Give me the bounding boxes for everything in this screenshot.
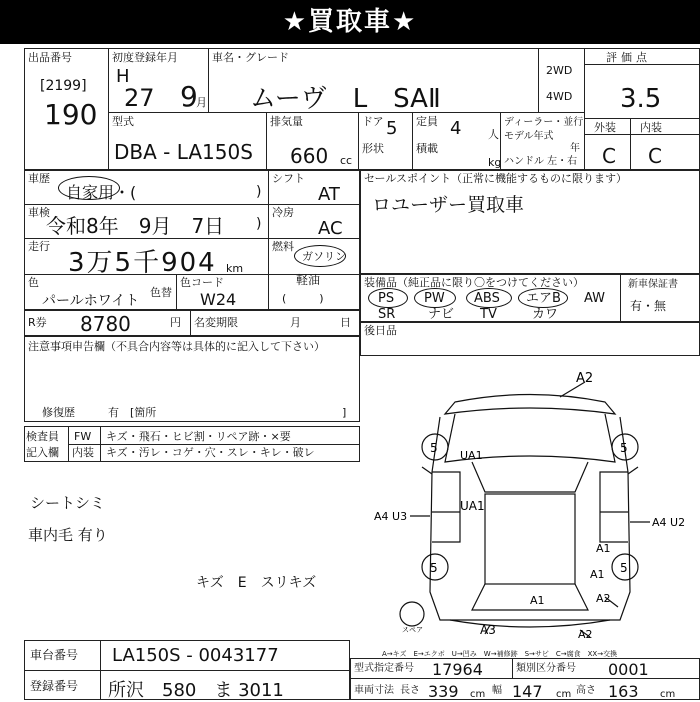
name-change-day: 日 — [340, 316, 351, 329]
fuel-label: 燃料 — [272, 240, 294, 253]
new-warranty-value: 有・無 — [630, 299, 667, 313]
equip-tv: TV — [480, 307, 497, 322]
equip-ps: PS — [378, 291, 395, 306]
abs-circle — [466, 288, 512, 308]
recycle-label: R券 — [28, 316, 47, 329]
equip-leather: カワ — [532, 307, 559, 322]
remark-line1: シートシミ — [30, 494, 106, 512]
registration-month-unit: 月 — [196, 96, 207, 109]
inspector-row2: キズ・汚レ・コゲ・穴・スレ・キレ・破レ — [106, 446, 315, 459]
sales-point-block — [360, 170, 700, 274]
new-warranty-label: 新車保証書 — [628, 279, 678, 290]
color-label: 色 — [28, 276, 39, 289]
height-label: 高さ — [576, 685, 596, 696]
ac-value: AC — [318, 218, 343, 239]
mark-bumper: A3 — [480, 623, 496, 637]
displacement-label: 排気量 — [270, 115, 303, 128]
displacement-value: 660 — [290, 144, 329, 168]
interior-grade: C — [648, 144, 662, 168]
fuel-circle — [294, 245, 346, 267]
registration-month: 9 — [180, 80, 198, 113]
mark-rear-right: A2 — [596, 592, 611, 605]
mark-right-side: A4 U2 — [652, 516, 686, 529]
equip-airbag: エアB — [526, 291, 561, 306]
registration-year: 27 — [124, 84, 155, 112]
displacement-unit: cc — [340, 154, 353, 167]
inspector-label1: 検査員 — [26, 430, 59, 443]
inspector-label2: 記入欄 — [26, 446, 59, 459]
type-close: ) — [256, 184, 262, 200]
category-label: 類別区分番号 — [516, 663, 576, 674]
rating-label: 評価点 — [606, 51, 651, 64]
exterior-label: 外装 — [594, 121, 616, 134]
width-unit: cm — [556, 689, 572, 700]
header-title: ★買取車★ — [0, 0, 700, 44]
height-value: 163 — [608, 682, 639, 701]
recycle-unit: 円 — [170, 316, 181, 329]
notes-later-block — [360, 322, 700, 356]
sales-point-text: ロユーザー買取車 — [372, 194, 525, 216]
model-designation-label: 型式指定番号 — [354, 663, 414, 674]
capacity-unit: 人 — [488, 128, 499, 141]
ac-label: 冷房 — [272, 206, 294, 219]
type-value: 自家用・( — [66, 183, 137, 202]
equipment-label: 装備品（純正品に限り〇をつけてください） — [364, 276, 584, 289]
category-value: 0001 — [608, 660, 649, 679]
chassis-value: LA150S - 0043177 — [112, 645, 279, 666]
recycle-value: 8780 — [80, 312, 131, 336]
mark-bottom-right: A2 — [578, 628, 593, 641]
model-year-unit: 年 — [570, 143, 580, 154]
exterior-grade: C — [602, 144, 616, 168]
mark-front-top: A2 — [576, 371, 594, 386]
length-label: 長さ — [400, 685, 420, 696]
model-year-label: モデル年式 — [504, 131, 554, 142]
capacity-value: 4 — [450, 118, 462, 139]
interior-label: 内装 — [640, 121, 662, 134]
repair-value: 有 [箇所 — [108, 406, 157, 419]
length-value: 339 — [428, 682, 459, 701]
lot-sub-number: [2199] — [40, 78, 87, 94]
car-damage-diagram — [360, 362, 700, 652]
mark-spare: スペア — [402, 626, 423, 634]
registration-era: H — [116, 66, 130, 87]
repair-label: 修復歴 — [42, 406, 75, 419]
width-value: 147 — [512, 682, 543, 701]
shape-label: 形状 — [362, 142, 384, 155]
car-name: ムーヴ L SAⅡ — [250, 84, 441, 114]
color-change-label: 色替 — [150, 286, 172, 299]
plate-value: 所沢 580 ま 3011 — [108, 680, 284, 701]
mileage-value: 3万5千904 — [68, 248, 217, 278]
color-code: W24 — [200, 290, 237, 309]
mark-trunk: A1 — [530, 594, 545, 607]
length-unit: cm — [470, 689, 486, 700]
shift-value: AT — [318, 184, 340, 205]
dimensions-label: 車両寸法 — [354, 685, 394, 696]
load-label: 積載 — [416, 142, 438, 155]
equip-abs: ABS — [474, 291, 500, 306]
fuel-gasoline: ガソリン — [302, 250, 346, 263]
mark-fl-wheel: 5 — [430, 441, 438, 455]
shift-label: シフト — [272, 172, 305, 185]
name-change-month: 月 — [290, 316, 301, 329]
doors-value: 5 — [386, 118, 398, 139]
height-unit: cm — [660, 689, 676, 700]
capacity-label: 定員 — [416, 115, 438, 128]
fuel-light-oil: 軽油 — [296, 273, 321, 287]
drive-2wd: 2WD — [546, 64, 573, 77]
mark-left-side: A4 U3 — [374, 510, 408, 523]
load-unit: kg — [488, 156, 502, 169]
remark-line3: キズ E スリキズ — [196, 575, 317, 591]
color-value: パールホワイト — [42, 293, 140, 309]
ps-circle — [368, 288, 408, 308]
model-value: DBA - LA150S — [114, 140, 253, 164]
remark-line2: 車内毛 有り — [28, 526, 108, 544]
type-circle — [58, 176, 120, 200]
chassis-label: 車台番号 — [30, 648, 79, 662]
shaken-value: 令和8年 9月 7日 — [46, 214, 225, 238]
door-label: ドア — [362, 115, 384, 128]
lot-label: 出品番号 — [28, 51, 72, 64]
car-name-label: 車名・グレード — [212, 51, 289, 64]
repair-close: ] — [342, 406, 347, 419]
equip-pw: PW — [424, 291, 445, 306]
shaken-close: ) — [256, 216, 262, 232]
inspector-row1: キズ・飛石・ヒビ割・リペア跡・×要 — [106, 430, 291, 443]
mark-hood: UA1 — [460, 449, 483, 462]
mark-right-rear-door: A1 — [596, 542, 611, 555]
width-label: 幅 — [492, 685, 502, 696]
diagram-legend: A→キズ E→エクボ U→凹み W→補修跡 S→サビ C→腐食 XX→交換 — [382, 650, 618, 658]
color-code-label: 色コード — [180, 276, 224, 289]
plate-label: 登録番号 — [30, 679, 79, 693]
mileage-unit: km — [226, 262, 244, 275]
model-designation: 17964 — [432, 660, 483, 679]
mark-right-quarter: A1 — [590, 568, 605, 581]
mark-rl-wheel: 5 — [430, 561, 438, 575]
sales-point-label: セールスポイント（正常に機能するものに限ります） — [364, 172, 628, 185]
equip-navi: ナビ — [428, 307, 455, 322]
equip-sr: SR — [378, 307, 396, 322]
inspector-cat2: 内装 — [72, 446, 94, 459]
fuel-paren: ( ) — [282, 292, 324, 305]
recycle-row — [24, 310, 360, 336]
registration-label: 初度登録年月 — [112, 51, 178, 64]
shaken-label: 車検 — [28, 206, 50, 219]
mark-fr-wheel: 5 — [620, 441, 628, 455]
dealer-label: ディーラー・並行 — [504, 117, 584, 128]
lot-number: 190 — [44, 98, 98, 131]
name-change-label: 名変期限 — [194, 316, 238, 329]
model-label: 型式 — [112, 115, 134, 128]
airbag-circle — [518, 288, 568, 308]
notes-later-label: 後日品 — [364, 324, 397, 337]
rating-score: 3.5 — [620, 84, 662, 114]
mark-rr-wheel: 5 — [620, 561, 628, 575]
type-label: 車歴 — [28, 172, 50, 185]
pw-circle — [414, 288, 456, 308]
mark-roof: UA1 — [460, 499, 485, 513]
inspector-cat1: FW — [74, 430, 92, 443]
drive-4wd: 4WD — [546, 90, 573, 103]
equip-aw: AW — [584, 291, 606, 306]
handle-label: ハンドル 左・右 — [504, 156, 578, 167]
mileage-label: 走行 — [28, 240, 50, 253]
notes-label: 注意事項申告欄（不具合内容等は具体的に記入して下さい） — [28, 340, 325, 353]
